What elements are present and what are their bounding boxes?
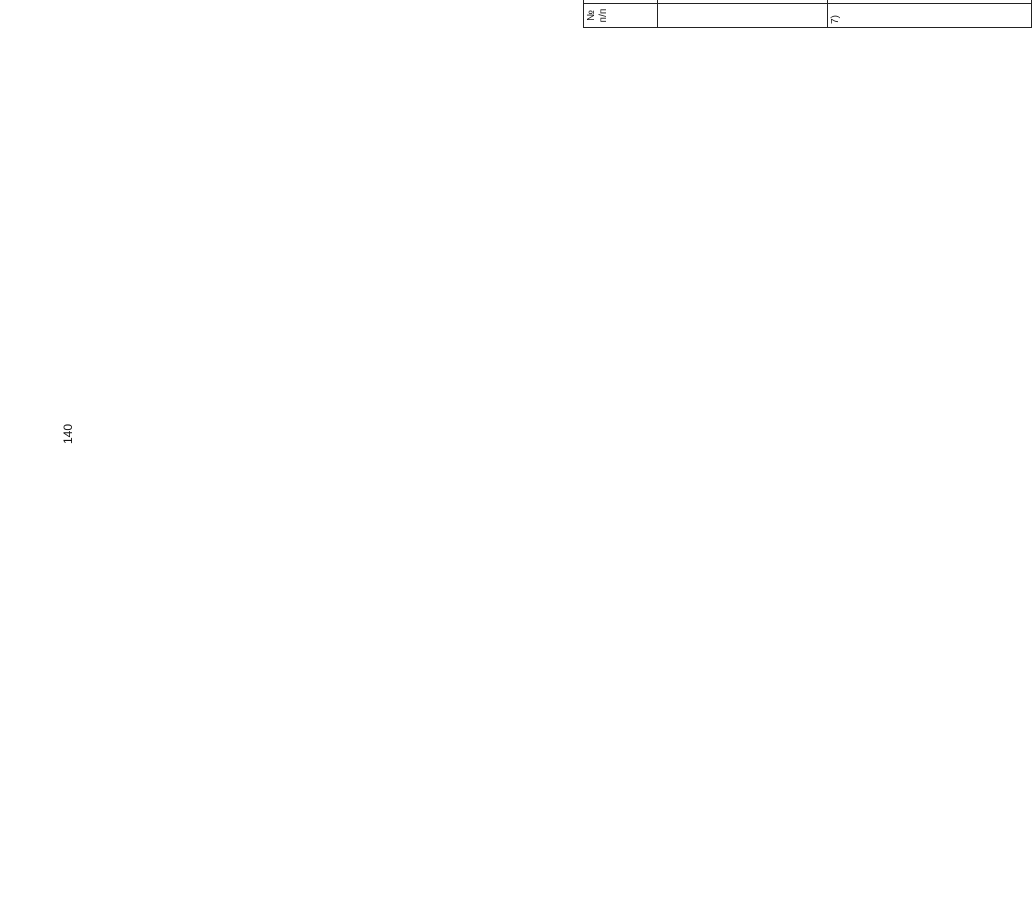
page-number: 140 <box>61 423 75 445</box>
cell-num <box>658 4 828 28</box>
table-row <box>658 0 828 28</box>
cell-num: 7) <box>828 4 1032 28</box>
rotated-page <box>565 0 1022 28</box>
cell-name <box>828 0 1032 4</box>
header-row-1 <box>584 0 606 28</box>
header-name <box>584 0 658 4</box>
table-row <box>828 0 1032 28</box>
cell-name <box>658 0 828 4</box>
header-num: № п/п <box>584 4 658 28</box>
funding-table <box>583 0 1032 28</box>
